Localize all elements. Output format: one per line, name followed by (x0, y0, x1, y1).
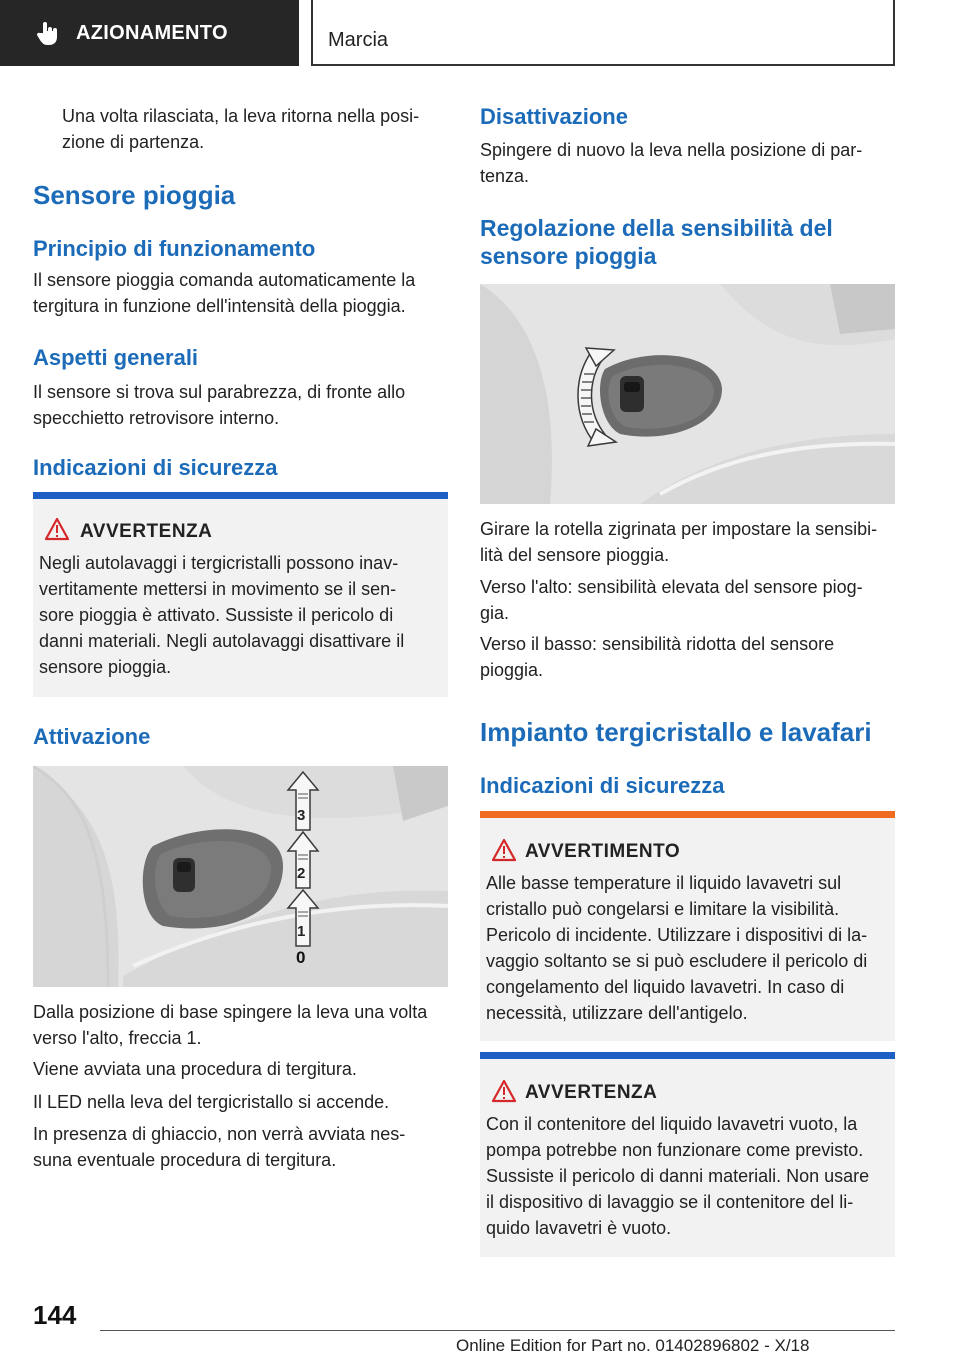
subsection-title: Marcia (328, 29, 389, 51)
activation-p4: In presenza di ghiaccio, non verrà avviata nes- suna eventuale procedura di tergitura. (33, 1124, 406, 1170)
heading-sicurezza-2: Indicazioni di sicurezza (480, 773, 725, 798)
heading-impianto-tergicristallo: Impianto tergicristallo e lavafari (480, 717, 872, 747)
heading-aspetti-generali: Aspetti generali (33, 345, 199, 370)
arrow-label-1: 1 (297, 923, 306, 940)
activation-p1: Dalla posizione di base spingere la leva una volta verso l'alto, freccia 1. (33, 1002, 428, 1048)
sensitivity-p3: Verso il basso: sensibilità ridotta del sensore pioggia. (480, 634, 835, 680)
deactivation-text: Spingere di nuovo la leva nella posizione di par- tenza. (480, 140, 863, 186)
principle-text: Il sensore pioggia comanda automaticamente la tergitura in funzione dell'intensità della pioggia. (33, 270, 416, 316)
warning-bar (480, 1052, 895, 1059)
warning-text: Alle basse temperature il liquido lavavetri sul cristallo può congelarsi e limitare la visibilità. Pericolo di incidente. Utilizzare i dispositivi di la- vaggio soltanto se si può escludere il pericolo di congelamento del liquido lavavetri. In caso di necessità, utilizzare dell'antigelo. (486, 873, 868, 1023)
warning-text: Con il contenitore del liquido lavavetri vuoto, la pompa potrebbe non funzionare come previsto. Sussiste il pericolo di danni materiali. Non usare il dispositivo di lavaggio se il contenitore del li- quido lavavetri è vuoto. (486, 1114, 870, 1238)
page-number: 144 (33, 1300, 77, 1330)
heading-sicurezza: Indicazioni di sicurezza (33, 455, 278, 480)
arrow-label-2: 2 (297, 865, 306, 882)
section-tab (0, 0, 299, 66)
general-text: Il sensore si trova sul parabrezza, di fronte allo specchietto retrovisore interno. (33, 382, 406, 428)
figure-illustration-2 (480, 284, 895, 504)
arrow-label-0: 0 (296, 948, 306, 967)
activation-p2: Viene avviata una procedura di tergitura. (33, 1059, 357, 1079)
hand-pointer-icon (34, 19, 62, 47)
sensitivity-p2: Verso l'alto: sensibilità elevata del sensore piog- gia. (480, 577, 863, 623)
warning-triangle-icon (491, 1079, 517, 1103)
warning-triangle-icon (491, 838, 517, 862)
warning-bar (33, 492, 448, 499)
warning-box-1 (33, 492, 448, 697)
figure-illustration (33, 766, 448, 987)
figure-sensitivity-wheel (480, 284, 895, 504)
warning-box-3 (480, 1052, 895, 1257)
intro-text: Una volta rilasciata, la leva ritorna nella posi- zione di partenza. (62, 106, 420, 152)
footer-divider (100, 1330, 895, 1331)
warning-text: Negli autolavaggi i tergicristalli possono inav- vertitamente mettersi in movimento se il sen- sore pioggia è attivato. Sussiste il pericolo di danni materiali. Negli autolavaggi disattivare il sensore pioggia. (39, 553, 405, 677)
heading-attivazione: Attivazione (33, 724, 151, 749)
warning-title: AVVERTIMENTO (525, 841, 681, 862)
heading-disattivazione: Disattivazione (480, 104, 628, 129)
warning-box-2 (480, 811, 895, 1041)
section-title: AZIONAMENTO (76, 21, 228, 44)
arrow-label-3: 3 (297, 807, 306, 824)
figure-wiper-lever-positions (33, 766, 448, 987)
activation-p3: Il LED nella leva del tergicristallo si accende. (33, 1092, 390, 1112)
warning-title: AVVERTENZA (80, 521, 213, 542)
warning-triangle-icon (44, 517, 70, 541)
heading-regolazione-sensibilita: Regolazione della sensibilità del sensore pioggia (480, 215, 833, 269)
subsection-header (311, 0, 895, 66)
edition-footer: Online Edition for Part no. 01402896802 - X/18 (456, 1336, 810, 1355)
heading-sensore-pioggia: Sensore pioggia (33, 180, 236, 210)
sensitivity-p1: Girare la rotella zigrinata per impostare la sensibi- lità del sensore pioggia. (480, 519, 878, 565)
heading-principio: Principio di funzionamento (33, 236, 316, 261)
warning-bar (480, 811, 895, 818)
warning-title: AVVERTENZA (525, 1082, 658, 1103)
